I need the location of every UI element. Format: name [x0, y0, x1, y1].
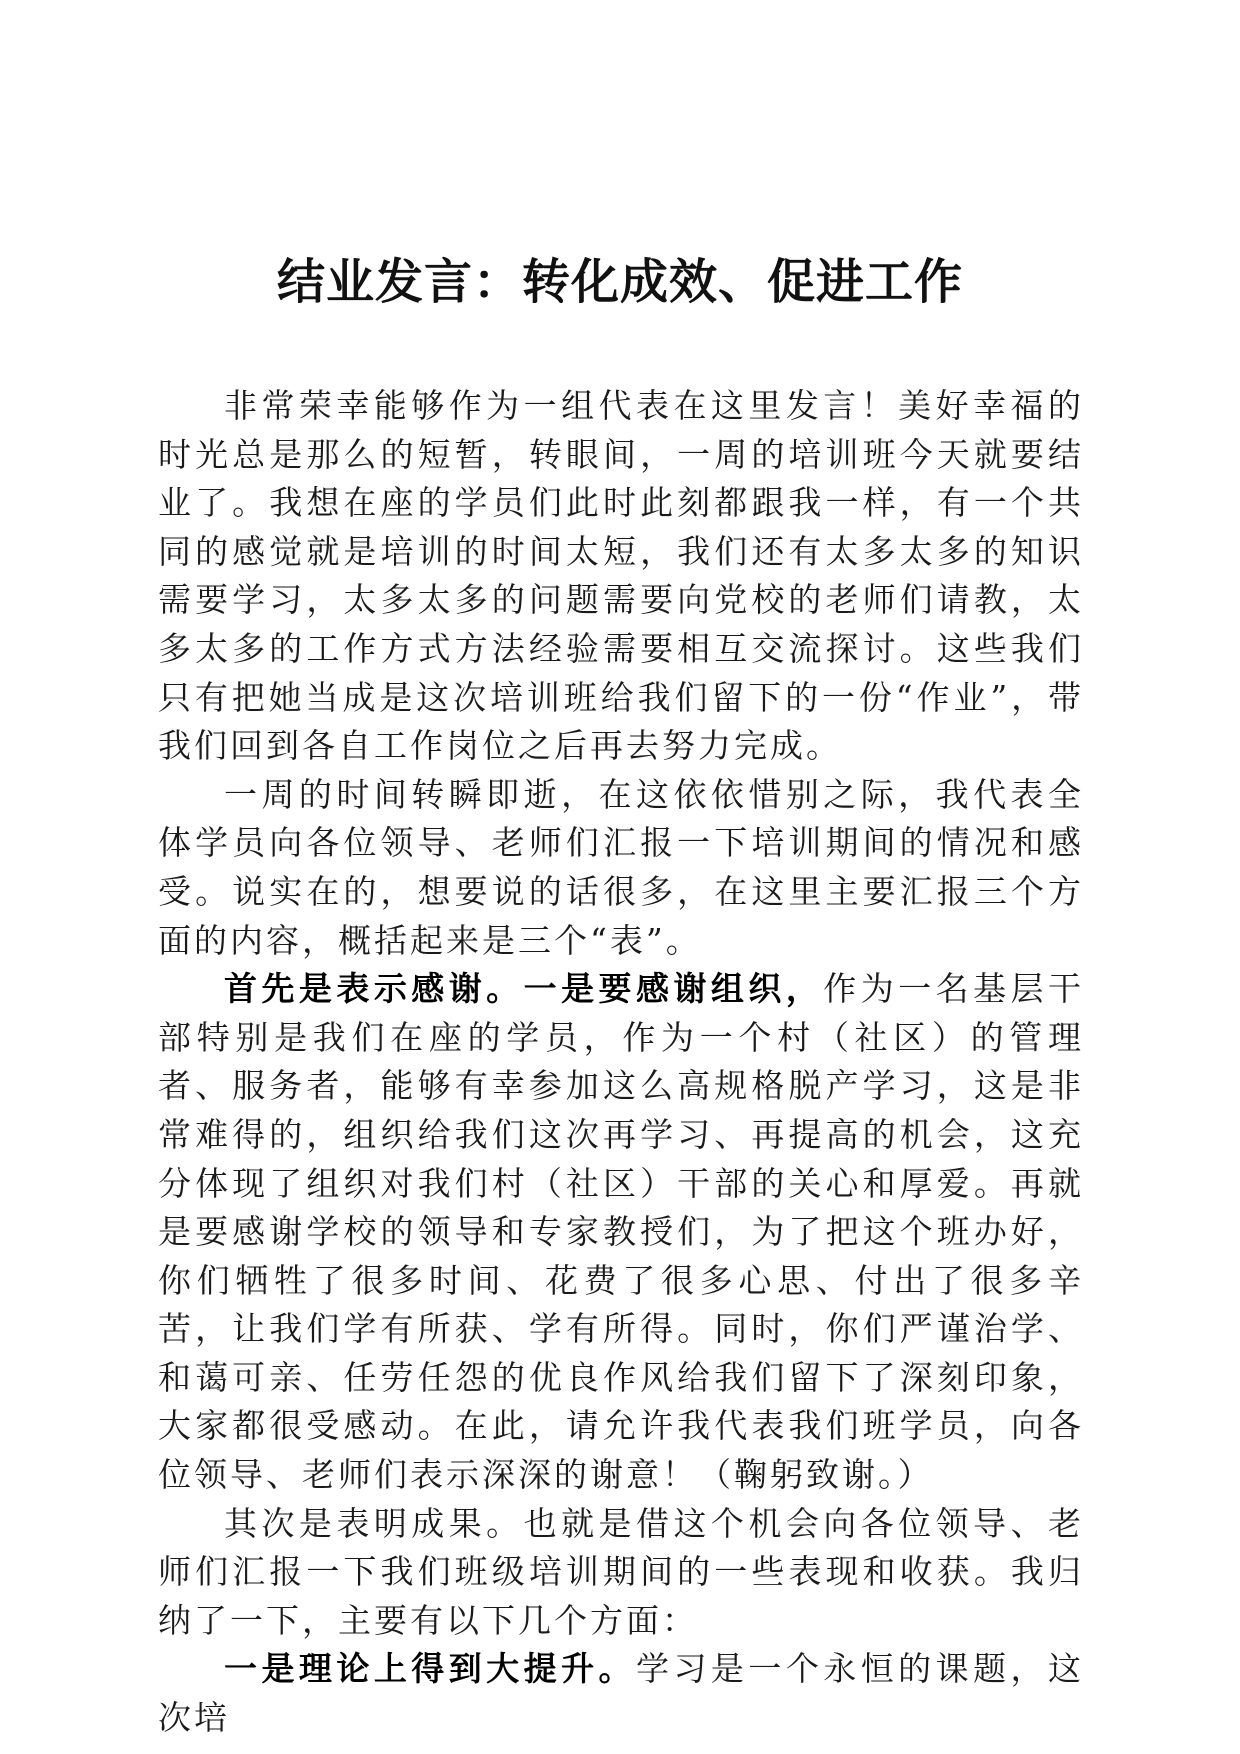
- paragraph-text: 一周的时间转瞬即逝，在这依依惜别之际，我代表全体学员向各位领导、老师们汇报一下培训期间的情况和感受。说实在的，想要说的话很多，在这里主要汇报三个方面的内容，概括起来是三个“表”。: [158, 774, 1084, 960]
- paragraph-opening: [158, 382, 1084, 771]
- paragraph-text: 非常荣幸能够作为一组代表在这里发言！美好幸福的时光总是那么的短暂，转眼间，一周的培训班今天就要结业了。我想在座的学员们此时此刻都跟我一样，有一个共同的感觉就是培训的时间太短，我们还有太多太多的知识需要学习，太多太多的问题需要向党校的老师们请教，太多太多的工作方式方法经验需要相互交流探讨。这些我们只有把她当成是这次培训班给我们留下的一份“作业”，带我们回到各自工作岗位之后再去努力完成。: [158, 386, 1084, 766]
- paragraph-thanks: [158, 965, 1084, 1500]
- paragraph-bold-lead: 首先是表示感谢。一是要感谢组织，: [224, 969, 824, 1009]
- paragraph-results: [158, 1500, 1084, 1646]
- document-body: [158, 382, 1084, 1743]
- paragraph-theory: [158, 1645, 1084, 1742]
- paragraph-text: 学习是一个永恒的课题，这次培: [158, 1649, 1084, 1738]
- paragraph-bold-lead: 一是理论上得到大提升。: [224, 1649, 636, 1689]
- paragraph-report-intro: [158, 771, 1084, 965]
- paragraph-text: 作为一名基层干部特别是我们在座的学员，作为一个村（社区）的管理者、服务者，能够有幸参加这么高规格脱产学习，这是非常难得的，组织给我们这次再学习、再提高的机会，这充分体现了组织对我们村（社区）干部的关心和厚爱。再就是要感谢学校的领导和专家教授们，为了把这个班办好，你们牺牲了很多时间、花费了很多心思、付出了很多辛苦，让我们学有所获、学有所得。同时，你们严谨治学、和蔼可亲、任劳任怨的优良作风给我们留下了深刻印象，大家都很受感动。在此，请允许我代表我们班学员，向各位领导、老师们表示深深的谢意！（鞠躬致谢。）: [158, 969, 1085, 1495]
- paragraph-text: 其次是表明成果。也就是借这个机会向各位领导、老师们汇报一下我们班级培训期间的一些表现和收获。我归纳了一下，主要有以下几个方面：: [158, 1503, 1084, 1640]
- document-title: 结业发言：转化成效、促进工作: [276, 254, 963, 310]
